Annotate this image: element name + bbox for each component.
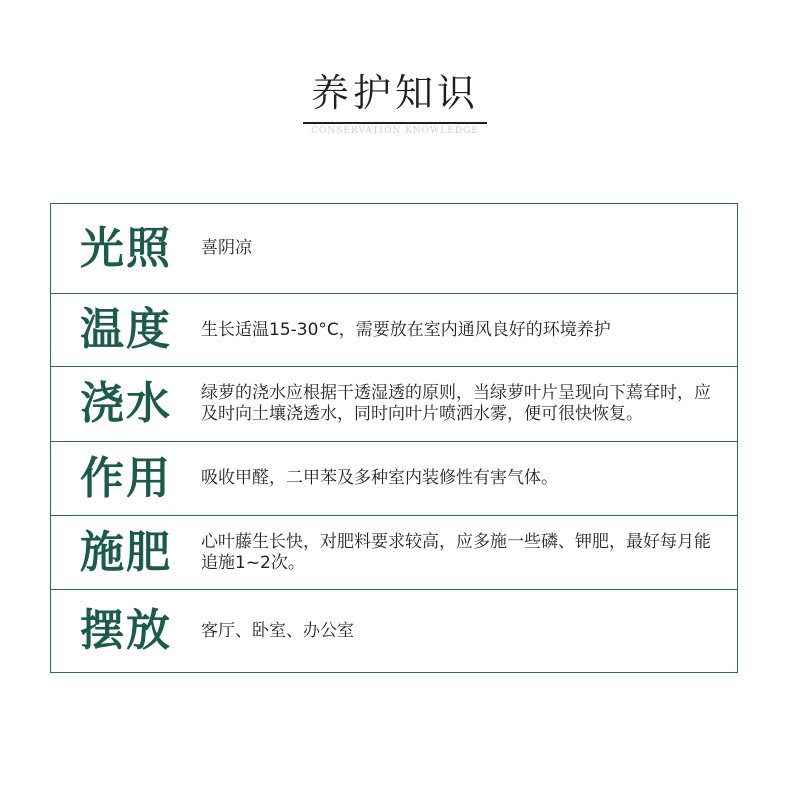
table-row-fertilizing xyxy=(51,516,737,590)
header xyxy=(0,70,790,124)
page-subtitle: CONSERVATION KNOWLEDGE xyxy=(311,126,479,136)
row-content: 绿萝的浇水应根据干透湿透的原则，当绿萝叶片呈现向下蔫耷时，应及时向土壤浇透水，同时向叶片喷洒水雾，便可很快恢复。 xyxy=(201,383,711,424)
row-label: 浇水 xyxy=(80,378,172,429)
row-label: 施肥 xyxy=(80,526,172,578)
row-label: 摆放 xyxy=(80,605,172,656)
row-content: 心叶藤生长快，对肥料要求较高，应多施一些磷、钾肥，最好每月能追施1~2次。 xyxy=(201,531,711,573)
table-row-function xyxy=(51,442,737,516)
table-row-watering xyxy=(51,367,737,442)
care-knowledge-table xyxy=(50,203,738,673)
table-row-light xyxy=(51,204,737,294)
row-label: 作用 xyxy=(80,452,172,504)
row-content: 客厅、卧室、办公室 xyxy=(201,620,354,641)
row-content: 生长适温15-30°C，需要放在室内通风良好的环境养护 xyxy=(201,319,611,340)
page-title: 养护知识 xyxy=(303,70,487,124)
row-label: 温度 xyxy=(80,304,172,355)
row-content: 喜阴凉 xyxy=(201,238,252,258)
table-row-temperature xyxy=(51,294,737,367)
table-row-placement xyxy=(51,590,737,672)
row-label: 光照 xyxy=(80,222,172,274)
row-content: 吸收甲醛，二甲苯及多种室内装修性有害气体。 xyxy=(201,468,558,488)
